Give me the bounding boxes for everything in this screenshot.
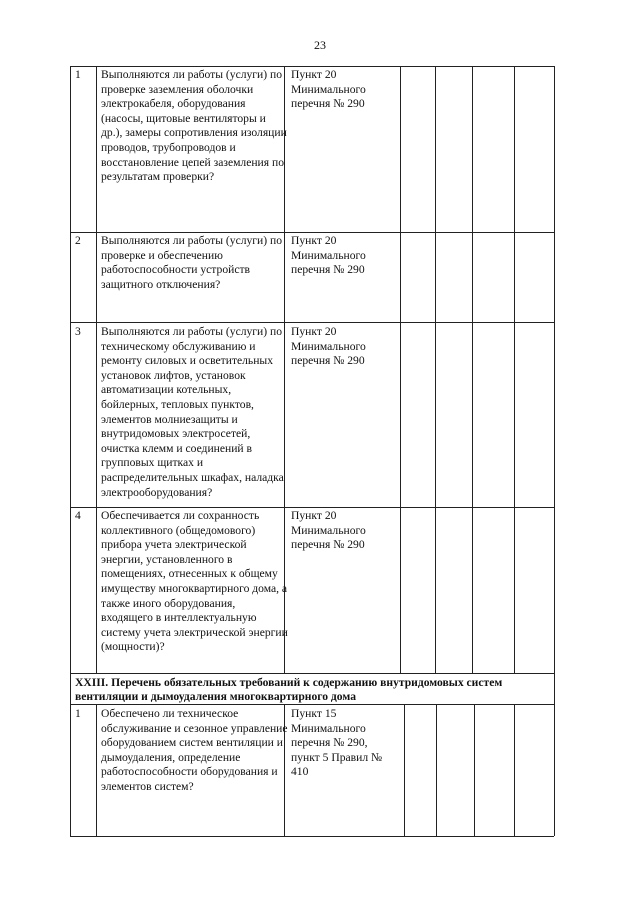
row-number: 3 <box>75 325 81 338</box>
row-divider <box>70 507 554 508</box>
requirements-table <box>70 66 554 836</box>
requirement-question: Выполняются ли работы (услуги) по проверке заземления оболочки электрокабеля, оборудования (насосы, щитовые вентиляторы и др.), замеры сопротивления изоляции проводов, трубопроводов и восстановление цепей заземления по результатам проверки? <box>101 68 287 184</box>
requirement-question: Обеспечивается ли сохранность коллективного (общедомового) прибора учета электрической энергии, установленного в помещениях, отнесенных к общему имуществу многоквартирного дома, а также иного оборудования, входящего в интеллектуальную систему учета электрической энергии (мощности)? <box>101 509 288 654</box>
requirement-reference: Пункт 20 Минимального перечня № 290 <box>291 68 366 111</box>
requirement-reference: Пункт 15 Минимального перечня № 290, пункт 5 Правил № 410 <box>291 707 383 779</box>
row-divider <box>70 232 554 233</box>
section-heading: XXIII. Перечень обязательных требований к содержанию внутридомовых систем вентиляции и дымоудаления многоквартирного дома <box>75 676 503 704</box>
row-divider <box>70 322 554 323</box>
requirement-reference: Пункт 20 Минимального перечня № 290 <box>291 325 366 368</box>
col-divider <box>96 704 97 836</box>
requirement-reference: Пункт 20 Минимального перечня № 290 <box>291 234 366 277</box>
col-divider <box>96 66 97 673</box>
col-divider <box>514 66 515 673</box>
table-border-left <box>70 66 71 836</box>
row-number: 4 <box>75 509 81 522</box>
requirement-question: Выполняются ли работы (услуги) по техническому обслуживанию и ремонту силовых и осветительных установок лифтов, установок автоматизации котельных, бойлерных, тепловых пунктов, элементов молниезащиты и внутридомовых электросетей, очистка клемм и соединений в групповых щитках и распределительных шкафах, наладка электрооборудования? <box>101 325 284 499</box>
row-number: 1 <box>75 68 81 81</box>
requirement-question: Выполняются ли работы (услуги) по проверке и обеспечению работоспособности устройств защитного отключения? <box>101 234 283 291</box>
row-number: 2 <box>75 234 81 247</box>
table-border-bottom <box>70 836 554 837</box>
col-divider <box>514 704 515 836</box>
col-divider <box>435 66 436 673</box>
page-number: 23 <box>314 38 326 52</box>
col-divider <box>472 66 473 673</box>
requirement-reference: Пункт 20 Минимального перечня № 290 <box>291 509 366 552</box>
requirement-question: Обеспечено ли техническое обслуживание и сезонное управление оборудованием систем вентиляции и дымоудаления, определение работоспособности оборудования и элементов систем? <box>101 707 288 793</box>
table-border-top <box>70 66 554 67</box>
col-divider <box>400 66 401 673</box>
col-divider <box>474 704 475 836</box>
row-divider <box>70 673 554 674</box>
col-divider <box>436 704 437 836</box>
row-number: 1 <box>75 707 81 720</box>
col-divider <box>404 704 405 836</box>
table-border-right <box>554 66 555 836</box>
